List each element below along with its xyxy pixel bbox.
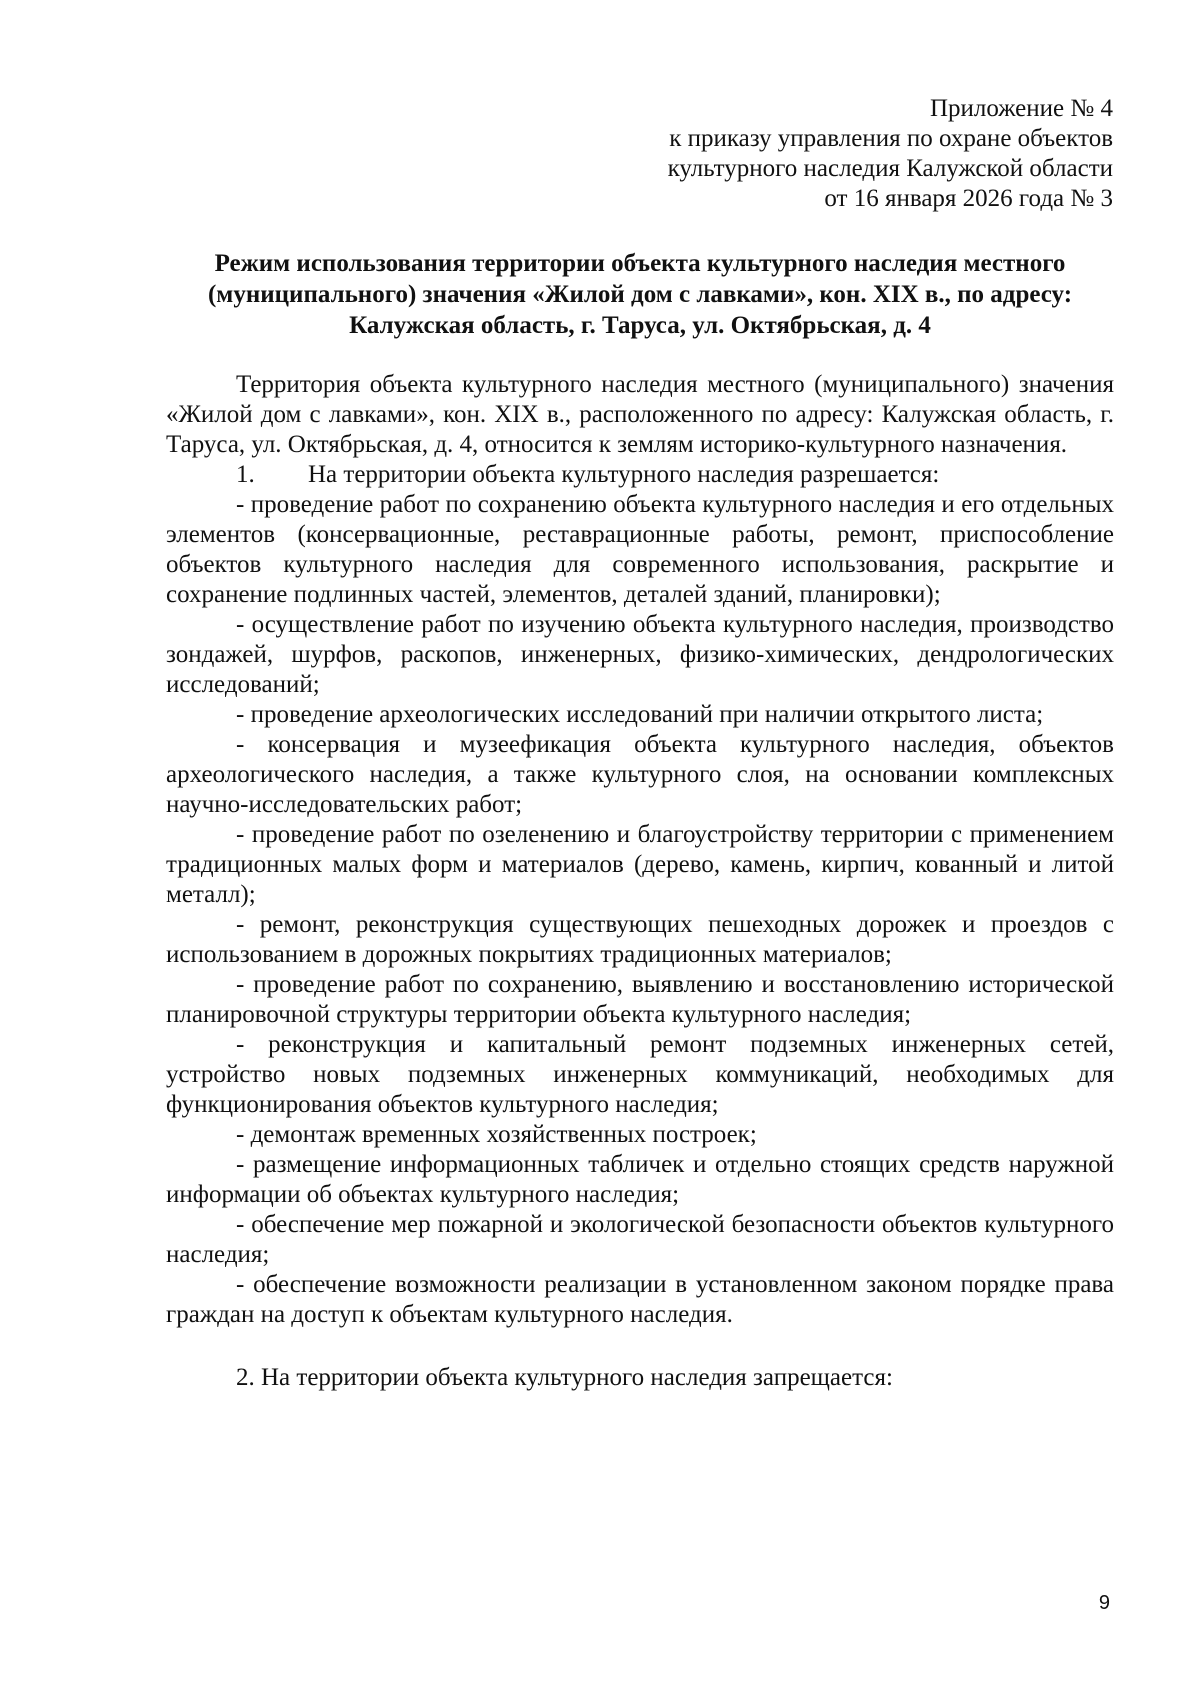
list-item: - консервация и музеефикация объекта культурного наследия, объектов археологического наследия, а также культурного слоя, на основании комплексных научно-исследовательских работ; [166, 731, 1114, 818]
document-title [160, 248, 1120, 341]
list-item: - обеспечение мер пожарной и экологической безопасности объектов культурного наследия; [166, 1211, 1114, 1268]
appendix-date-line: от 16 января 2026 года № 3 [824, 185, 1113, 212]
section-1-heading-text: На территории объекта культурного наследия разрешается: [308, 461, 940, 488]
list-item: - реконструкция и капитальный ремонт подземных инженерных сетей, устройство новых подземных инженерных коммуникаций, необходимых для функционирования объектов культурного наследия; [166, 1031, 1114, 1118]
list-item: - проведение работ по сохранению объекта культурного наследия и его отдельных элементов (консервационные, реставрационные работы, ремонт, приспособление объектов культурного наследия для современного использования, раскрытие и сохранение подлинных частей, элементов, деталей зданий, планировки); [166, 491, 1114, 608]
section-1-heading [166, 460, 1114, 490]
appendix-order-line: к приказу управления по охране объектов [669, 125, 1113, 152]
title-line-2: (муниципального) значения «Жилой дом с лавками», кон. XIX в., по адресу: [207, 281, 1073, 308]
title-line-1: Режим использования территории объекта культурного наследия местного [214, 250, 1066, 277]
list-item: - осуществление работ по изучению объекта культурного наследия, производство зондажей, шурфов, раскопов, инженерных, физико-химических, дендрологических исследований; [166, 611, 1114, 698]
section-spacer [166, 1330, 1114, 1363]
document-body [166, 370, 1114, 1393]
list-item: - ремонт, реконструкция существующих пешеходных дорожек и проездов с использованием в дорожных покрытиях традиционных материалов; [166, 911, 1114, 968]
list-item: - проведение работ по озеленению и благоустройству территории с применением традиционных малых форм и материалов (дерево, камень, кирпич, кованный и литой металл); [166, 821, 1114, 908]
list-item: - демонтаж временных хозяйственных построек; [236, 1121, 757, 1148]
list-item: - обеспечение возможности реализации в установленном законом порядке права граждан на доступ к объектам культурного наследия. [166, 1271, 1114, 1328]
intro-paragraph: Территория объекта культурного наследия местного (муниципального) значения «Жилой дом с лавками», кон. XIX в., расположенного по адресу: Калужская область, г. Таруса, ул. Октябрьская, д. 4, относится к землям историко-культурного назначения. [166, 371, 1114, 458]
appendix-number: Приложение № 4 [929, 95, 1113, 122]
title-line-3: Калужская область, г. Таруса, ул. Октябрьская, д. 4 [349, 312, 931, 339]
appendix-authority-line: культурного наследия Калужской области [667, 155, 1113, 182]
list-item: - размещение информационных табличек и отдельно стоящих средств наружной информации об объектах культурного наследия; [166, 1151, 1114, 1208]
list-item: - проведение работ по сохранению, выявлению и восстановлению исторической планировочной структуры территории объекта культурного наследия; [166, 971, 1114, 1028]
page-number: 9 [1098, 1592, 1110, 1614]
list-item: - проведение археологических исследований при наличии открытого листа; [236, 701, 1044, 728]
section-1-number: 1. [236, 461, 255, 488]
appendix-header [668, 94, 1113, 214]
section-2-heading: 2. На территории объекта культурного наследия запрещается: [236, 1364, 893, 1391]
